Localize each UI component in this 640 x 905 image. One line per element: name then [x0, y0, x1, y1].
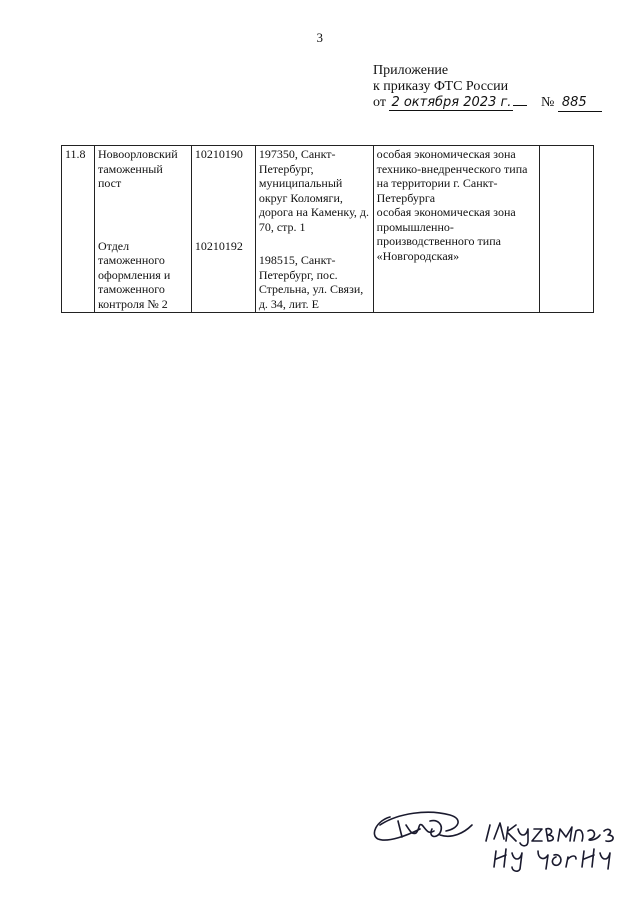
office-code: 10210192 [194, 238, 243, 253]
date-underline [513, 105, 527, 106]
appendix-header [373, 63, 602, 112]
table-row [62, 146, 594, 313]
page-number: 3 [316, 30, 324, 45]
office-name-cell [94, 146, 191, 313]
signature-drawing [368, 795, 628, 875]
economic-zone: особая экономическая зона промышленно-производственного типа «Новгородская» [376, 205, 516, 263]
handwritten-signature [368, 795, 628, 875]
order-number: 885 [558, 95, 602, 112]
office-name: Отдел таможенного оформления и таможенного контроля № 2 [97, 238, 171, 311]
office-address: 197350, Санкт-Петербург, муниципальный округ Коломяги, дорога на Каменку, д. 70, стр. 1 [258, 147, 369, 234]
order-date: 2 октября 2023 г. [391, 95, 512, 110]
appendix-date-line [373, 95, 602, 112]
number-label: № [540, 95, 555, 110]
row-number-cell [62, 146, 95, 313]
office-address-cell [255, 146, 373, 313]
row-number: 11.8 [65, 147, 86, 161]
appendix-order-ref: к приказу ФТС России [373, 79, 509, 94]
zone-cell [373, 146, 540, 313]
economic-zone: особая экономическая зона технико-внедренческого типа на территории г. Санкт-Петербурга [376, 147, 528, 205]
customs-registry-table [61, 145, 594, 313]
appendix-title: Приложение [373, 63, 449, 78]
office-name: Новоорловский таможенный пост [97, 147, 178, 190]
date-prefix: от [373, 95, 386, 110]
office-code: 10210190 [194, 147, 243, 161]
extra-cell [540, 146, 594, 313]
office-address: 198515, Санкт-Петербург, пос. Стрельна, ул. Связи, д. 34, лит. Е [258, 253, 364, 311]
office-code-cell [191, 146, 255, 313]
